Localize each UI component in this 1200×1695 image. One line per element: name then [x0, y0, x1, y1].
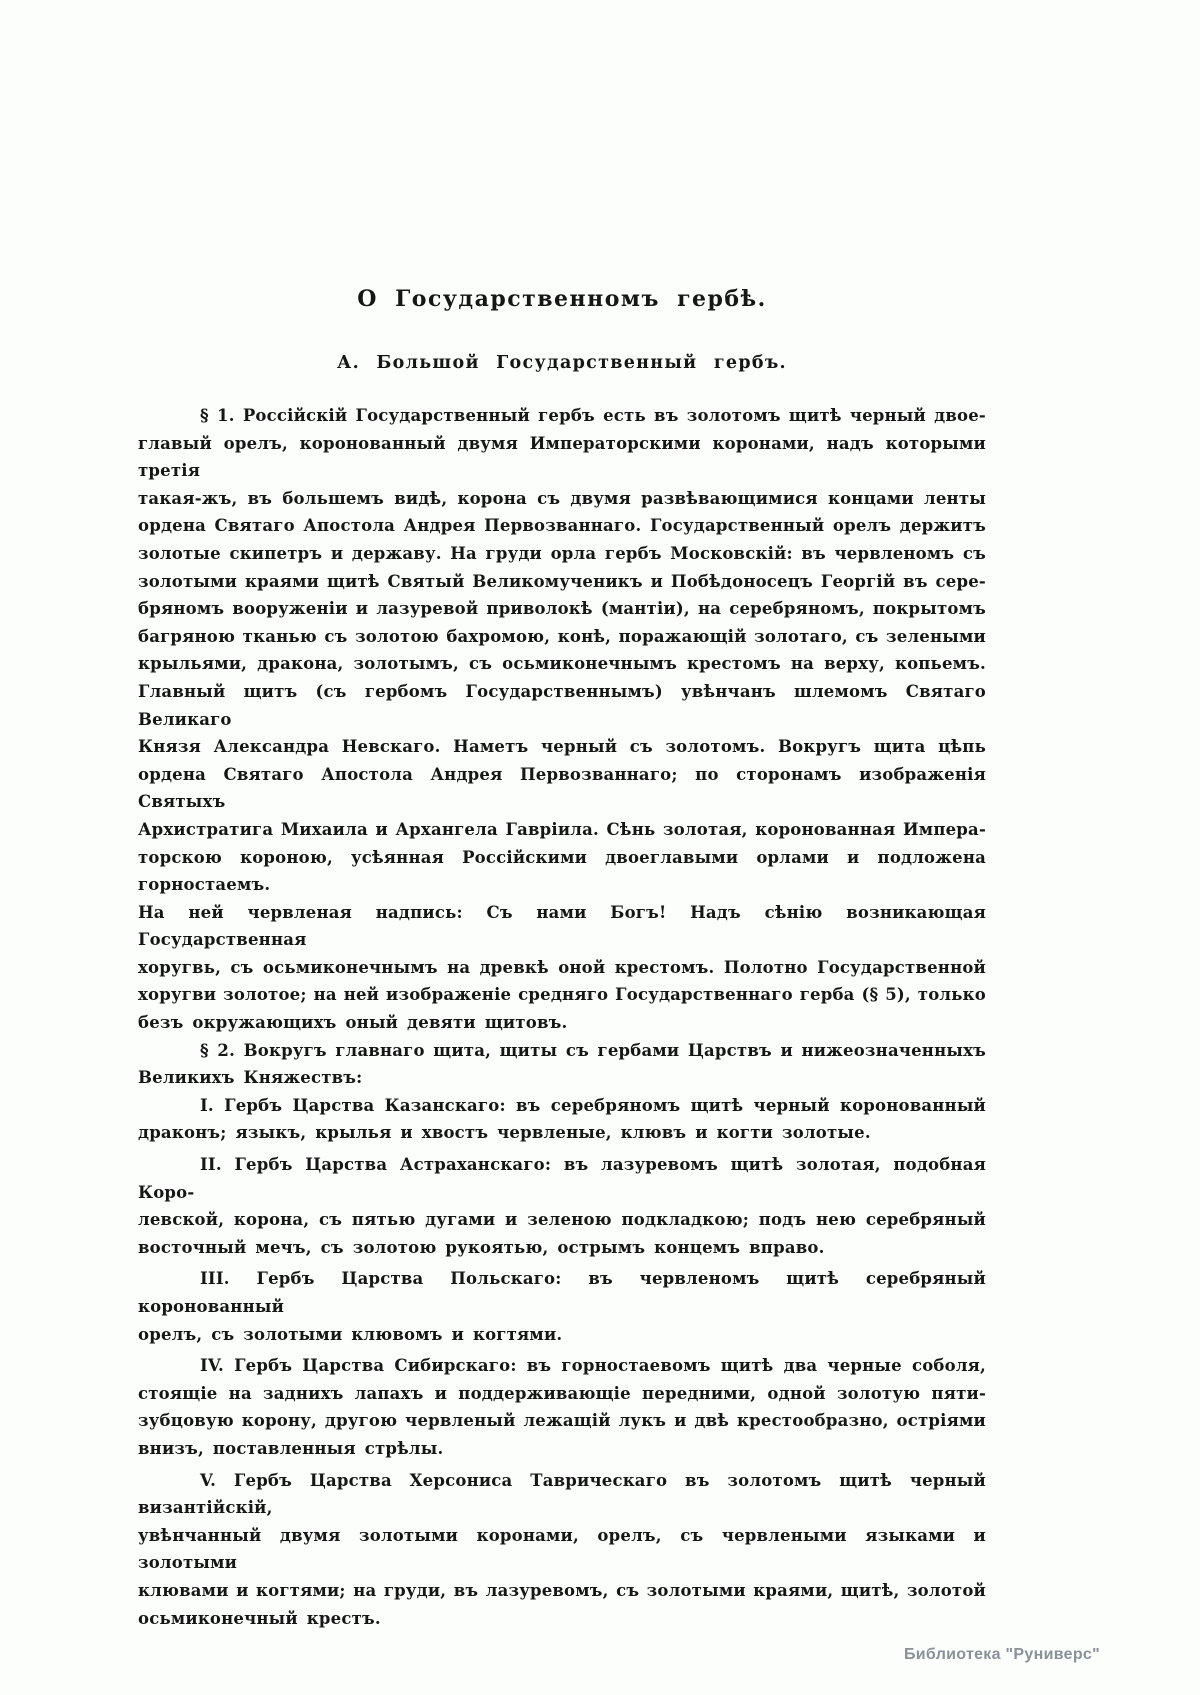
- text-line: III. Гербъ Царства Польскаго: въ червленомъ щитѣ серебряный коронованный: [138, 1269, 986, 1316]
- library-watermark: Библиотека "Руниверс": [903, 1646, 1100, 1663]
- text-line: клювами и когтями; на груди, въ лазуревомъ, съ золотыми краями, щитѣ, золотой: [138, 1580, 986, 1600]
- text-line: стоящіе на заднихъ лапахъ и поддерживающіе передними, одной золотую пяти-: [138, 1383, 986, 1403]
- paragraph-item-3: [138, 1265, 986, 1348]
- text-line: хоругвь, съ осьмиконечнымъ на древкѣ оной крестомъ. Полотно Государственной: [138, 957, 986, 977]
- text-line: такая-жъ, въ большемъ видѣ, корона съ двумя развѣвающимися концами ленты: [138, 488, 986, 508]
- text-line: драконъ; языкъ, крылья и хвостъ червленые, клювъ и когти золотые.: [138, 1123, 871, 1143]
- text-line: ордена Святаго Апостола Андрея Первозваннаго; по сторонамъ изображенія Святыхъ: [138, 764, 986, 812]
- paragraph-section-2: [138, 1037, 986, 1092]
- text-line: § 2. Вокругъ главнаго щита, щиты съ гербами Царствъ и нижеозначенныхъ: [200, 1040, 986, 1060]
- paragraph-section-1: [138, 402, 986, 1037]
- text-line: зубцовую корону, другою червленый лежащій лукъ и двѣ крестообразно, остріями: [138, 1411, 986, 1431]
- paragraph-item-4: [138, 1352, 986, 1462]
- text-line: увѣнчанный двумя золотыми коронами, орелъ, съ червлеными языками и золотыми: [138, 1525, 986, 1573]
- text-column: [138, 286, 986, 1632]
- text-line: внизъ, поставленныя стрѣлы.: [138, 1438, 444, 1458]
- text-line: ордена Святаго Апостола Андрея Первозваннаго. Государственный орелъ держитъ: [138, 516, 986, 536]
- text-line: безъ окружающихъ оный девяти щитовъ.: [138, 1013, 568, 1033]
- text-line: левской, корона, съ пятью дугами и зеленою подкладкою; подъ нею серебряный: [138, 1210, 986, 1230]
- text-line: главый орелъ, коронованный двумя Императорскими коронами, надъ которыми третія: [138, 433, 986, 481]
- text-line: I. Гербъ Царства Казанскаго: въ серебряномъ щитѣ черный коронованный: [200, 1095, 986, 1115]
- paragraph-item-1: [138, 1092, 986, 1147]
- paragraph-item-5: [138, 1467, 986, 1633]
- text-line: бряномъ вооруженіи и лазуревой приволокѣ (мантіи), на серебряномъ, покрытомъ: [138, 599, 986, 619]
- paragraph-item-2: [138, 1151, 986, 1261]
- text-line: торскою короною, усѣянная Россійскими двоеглавыми орлами и подложена горностаемъ.: [138, 847, 986, 895]
- text-line: Князя Александра Невскаго. Наметъ черный съ золотомъ. Вокругъ щита цѣпь: [138, 737, 986, 757]
- text-line: На ней червленая надпись: Съ нами Богъ! Надъ сѣнію возникающая Государственная: [138, 902, 986, 950]
- text-line: крыльями, дракона, золотымъ, съ осьмиконечнымъ крестомъ на верху, копьемъ.: [138, 654, 986, 674]
- text-line: II. Гербъ Царства Астраханскаго: въ лазуревомъ щитѣ золотая, подобная Коро-: [138, 1155, 986, 1202]
- text-line: хоругви золотое; на ней изображеніе средняго Государственнаго герба (§ 5), только: [138, 985, 986, 1005]
- text-line: золотыми краями щитѣ Святый Великомученикъ и Побѣдоносецъ Георгій въ сере-: [138, 571, 986, 591]
- text-line: § 1. Россійскій Государственный гербъ есть въ золотомъ щитѣ черный двое-: [200, 406, 986, 425]
- text-line: орелъ, съ золотыми клювомъ и когтями.: [138, 1324, 563, 1344]
- text-line: Архистратига Михаила и Архангела Гавріила. Сѣнь золотая, коронованная Импера-: [138, 819, 986, 839]
- page-title: О Государственномъ гербѣ.: [357, 286, 767, 312]
- section-heading: А. Большой Государственный гербъ.: [337, 353, 787, 373]
- text-line: IV. Гербъ Царства Сибирскаго: въ горностаевомъ щитѣ два черные соболя,: [200, 1356, 986, 1376]
- text-line: восточный мечъ, съ золотою рукоятью, острымъ концемъ вправо.: [138, 1237, 825, 1257]
- text-line: V. Гербъ Царства Херсониса Таврическаго въ золотомъ щитѣ черный византійскій,: [138, 1470, 986, 1518]
- text-line: осьмиконечный крестъ.: [138, 1608, 381, 1628]
- text-line: багряною тканью съ золотою бахромою, конѣ, поражающій золотаго, съ зелеными: [138, 626, 986, 646]
- text-line: Главный щитъ (съ гербомъ Государственнымъ) увѣнчанъ шлемомъ Святаго Великаго: [138, 681, 986, 729]
- text-line: золотые скипетръ и державу. На груди орла гербъ Московскій: въ червленомъ съ: [138, 543, 986, 563]
- text-line: Великихъ Княжествъ:: [138, 1068, 363, 1088]
